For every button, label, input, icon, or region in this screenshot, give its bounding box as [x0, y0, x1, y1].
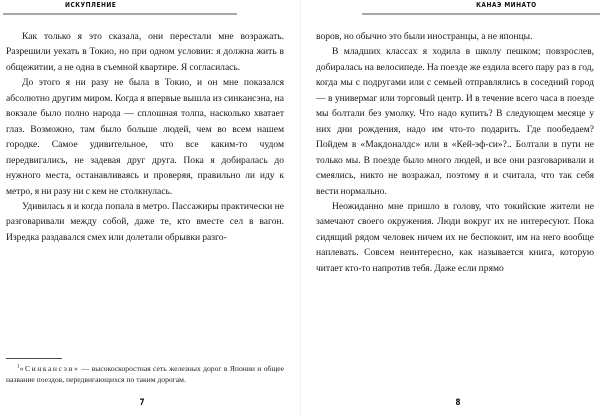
left-running-head-text: ИСКУПЛЕНИЕ: [65, 0, 117, 9]
right-running-head: [316, 0, 594, 22]
footnote-marker: 1: [17, 363, 20, 370]
right-header-rule: [362, 13, 600, 15]
paragraph: Удивилась я и когда попала в метро. Пассажиры практически не разговаривали между собой, даже те, кто вместе сел в вагон. Изредка раздавался смех или долетали обрывки разго-: [6, 200, 284, 243]
paragraph: До этого я ни разу не была в Токио, и он мне показался абсолютно другим миром. Когда я впервые вышла из синкансэна, на вокзале было полно народа — сплошная толпа, насколько хватает глаз. Возможно, там было больше людей, чем во всем нашем городке. Самое удивительное, что все каким-то чудом передвигались, не задевая друг друга. Пока я добиралась до нужного места, останавливаясь и проверяя, правильно ли иду к метро, я ни разу ни с кем не столкнулась.: [6, 77, 284, 197]
footnote: [6, 363, 284, 385]
right-page: [300, 0, 600, 414]
left-running-head: [6, 0, 284, 22]
paragraph: Как только я это сказала, они перестали мне возражать. Разрешили уехать в Токио, но при одном условии: я должна жить в общежитии, а не одна в съемной квартире. Я согласилась.: [6, 31, 284, 73]
footnote-text: — высокоскоростная сеть железных дорог в Японии и общее название поездов, передвигающихся по таким дорогам.: [6, 363, 284, 384]
paragraph: Неожиданно мне пришло в голову, что токийские жители не замечают своего окружения. Люди вокруг их не интересуют. Пока сидящий рядом человек ничем их не беспокоит, им на него вообще наплевать. Совсем неинтересно, как называется книга, которую читает кто-то напротив тебя. Даже если прямо: [316, 200, 594, 274]
footnote-term: «Синкансэн»: [19, 363, 80, 373]
paragraph: воров, но обычно это были иностранцы, а не японцы.: [316, 31, 533, 42]
paragraph: В младших классах я ходила в школу пешком; повзрослев, добиралась на велосипеде. На поезде же ездила всего пару раз в год, когда мы с подругами или с семьей отправлялись в соседний город — в универмаг или торговый центр. И в течение всего часа в поезде мы болтали без умолку. Что надо купить? В следующем месяце у них дни рождения, надо им что-то подарить. Где пообедаем? Пойдем в «Макдоналдс» или в «Кей-эф-си»?.. Болтали в пути не только мы. В поезде было много людей, и все они разговаривали и смеялись, никто не возражал, поэтому я и считала, что так себя вести нормально.: [316, 46, 594, 197]
left-page-body: [6, 29, 284, 245]
footnote-separator-rule: [6, 358, 62, 359]
left-page-number: 7: [139, 398, 145, 408]
left-header-rule: [3, 13, 237, 15]
footnote-area: [6, 358, 284, 385]
right-running-head-text: КАНАЭ МИНАТО: [476, 0, 537, 9]
right-page-body: [316, 29, 594, 276]
right-page-number: 8: [455, 398, 461, 408]
